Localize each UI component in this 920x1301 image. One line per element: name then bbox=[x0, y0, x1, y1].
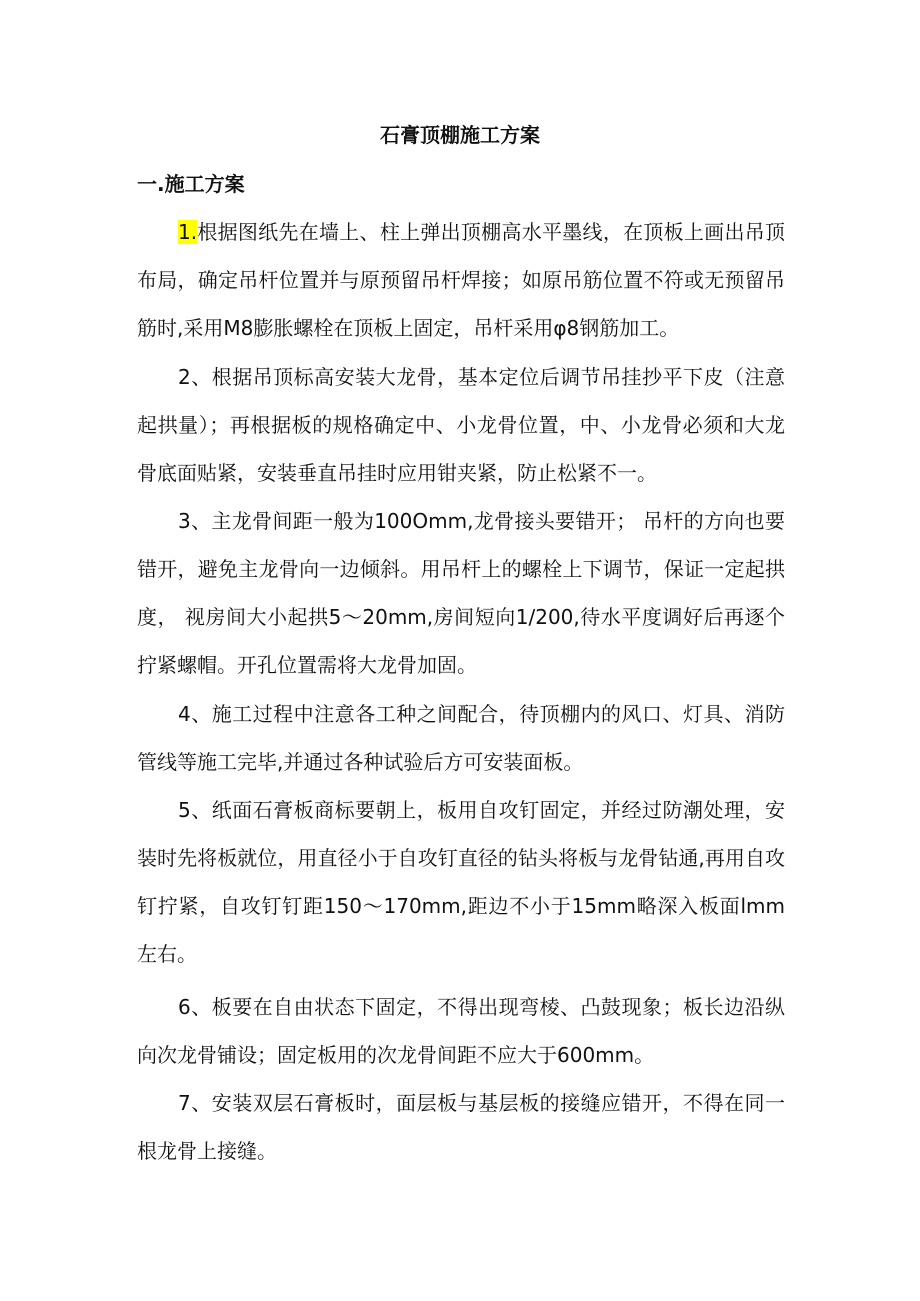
document-title: 石膏顶棚施工方案 bbox=[380, 123, 540, 147]
paragraph-2: 2、根据吊顶标高安装大龙骨，基本定位后调节吊挂抄平下皮（注意起拱量）；再根据板的规格确定中、小龙骨位置，中、小龙骨必须和大龙骨底面贴紧，安装垂直吊挂时应用钳夹紧，防止松紧不一。 bbox=[137, 365, 785, 485]
paragraph-6: 6、板要在自由状态下固定，不得出现弯棱、凸鼓现象；板长边沿纵向次龙骨铺设；固定板用的次龙骨间距不应大于600mm。 bbox=[137, 995, 785, 1067]
paragraph-number-highlight: 1. bbox=[178, 220, 198, 244]
paragraph-text: 根据图纸先在墙上、柱上弹出顶棚高水平墨线，在顶板上画出吊顶布局，确定吊杆位置并与原预留吊杆焊接；如原吊筋位置不符或无预留吊筋时,采用M8膨胀螺栓在顶板上固定，吊杆采用φ8钢筋加工。 bbox=[137, 220, 785, 340]
paragraph-7: 7、安装双层石膏板时，面层板与基层板的接缝应错开，不得在同一根龙骨上接缝。 bbox=[137, 1091, 785, 1163]
paragraph-3: 3、主龙骨间距一般为100Omm,龙骨接头要错开； 吊杆的方向也要错开，避免主龙骨向一边倾斜。用吊杆上的螺栓上下调节，保证一定起拱度， 视房间大小起拱5～20mm,房间短向1/200,待水平度调好后再逐个拧紧螺帽。开孔位置需将大龙骨加固。 bbox=[137, 509, 785, 677]
paragraph-5: 5、纸面石膏板商标要朝上，板用自攻钉固定，并经过防潮处理，安装时先将板就位，用直径小于自攻钉直径的钻头将板与龙骨钻通,再用自攻钉拧紧，自攻钉钉距150～170mm,距边不小于15mm略深入板面lmm左右。 bbox=[137, 798, 785, 966]
paragraph-1 bbox=[137, 208, 785, 352]
paragraph-4: 4、施工过程中注意各工种之间配合，待顶棚内的风口、灯具、消防管线等施工完毕,并通过各种试验后方可安装面板。 bbox=[137, 702, 785, 774]
section-heading: 一.施工方案 bbox=[137, 172, 245, 196]
